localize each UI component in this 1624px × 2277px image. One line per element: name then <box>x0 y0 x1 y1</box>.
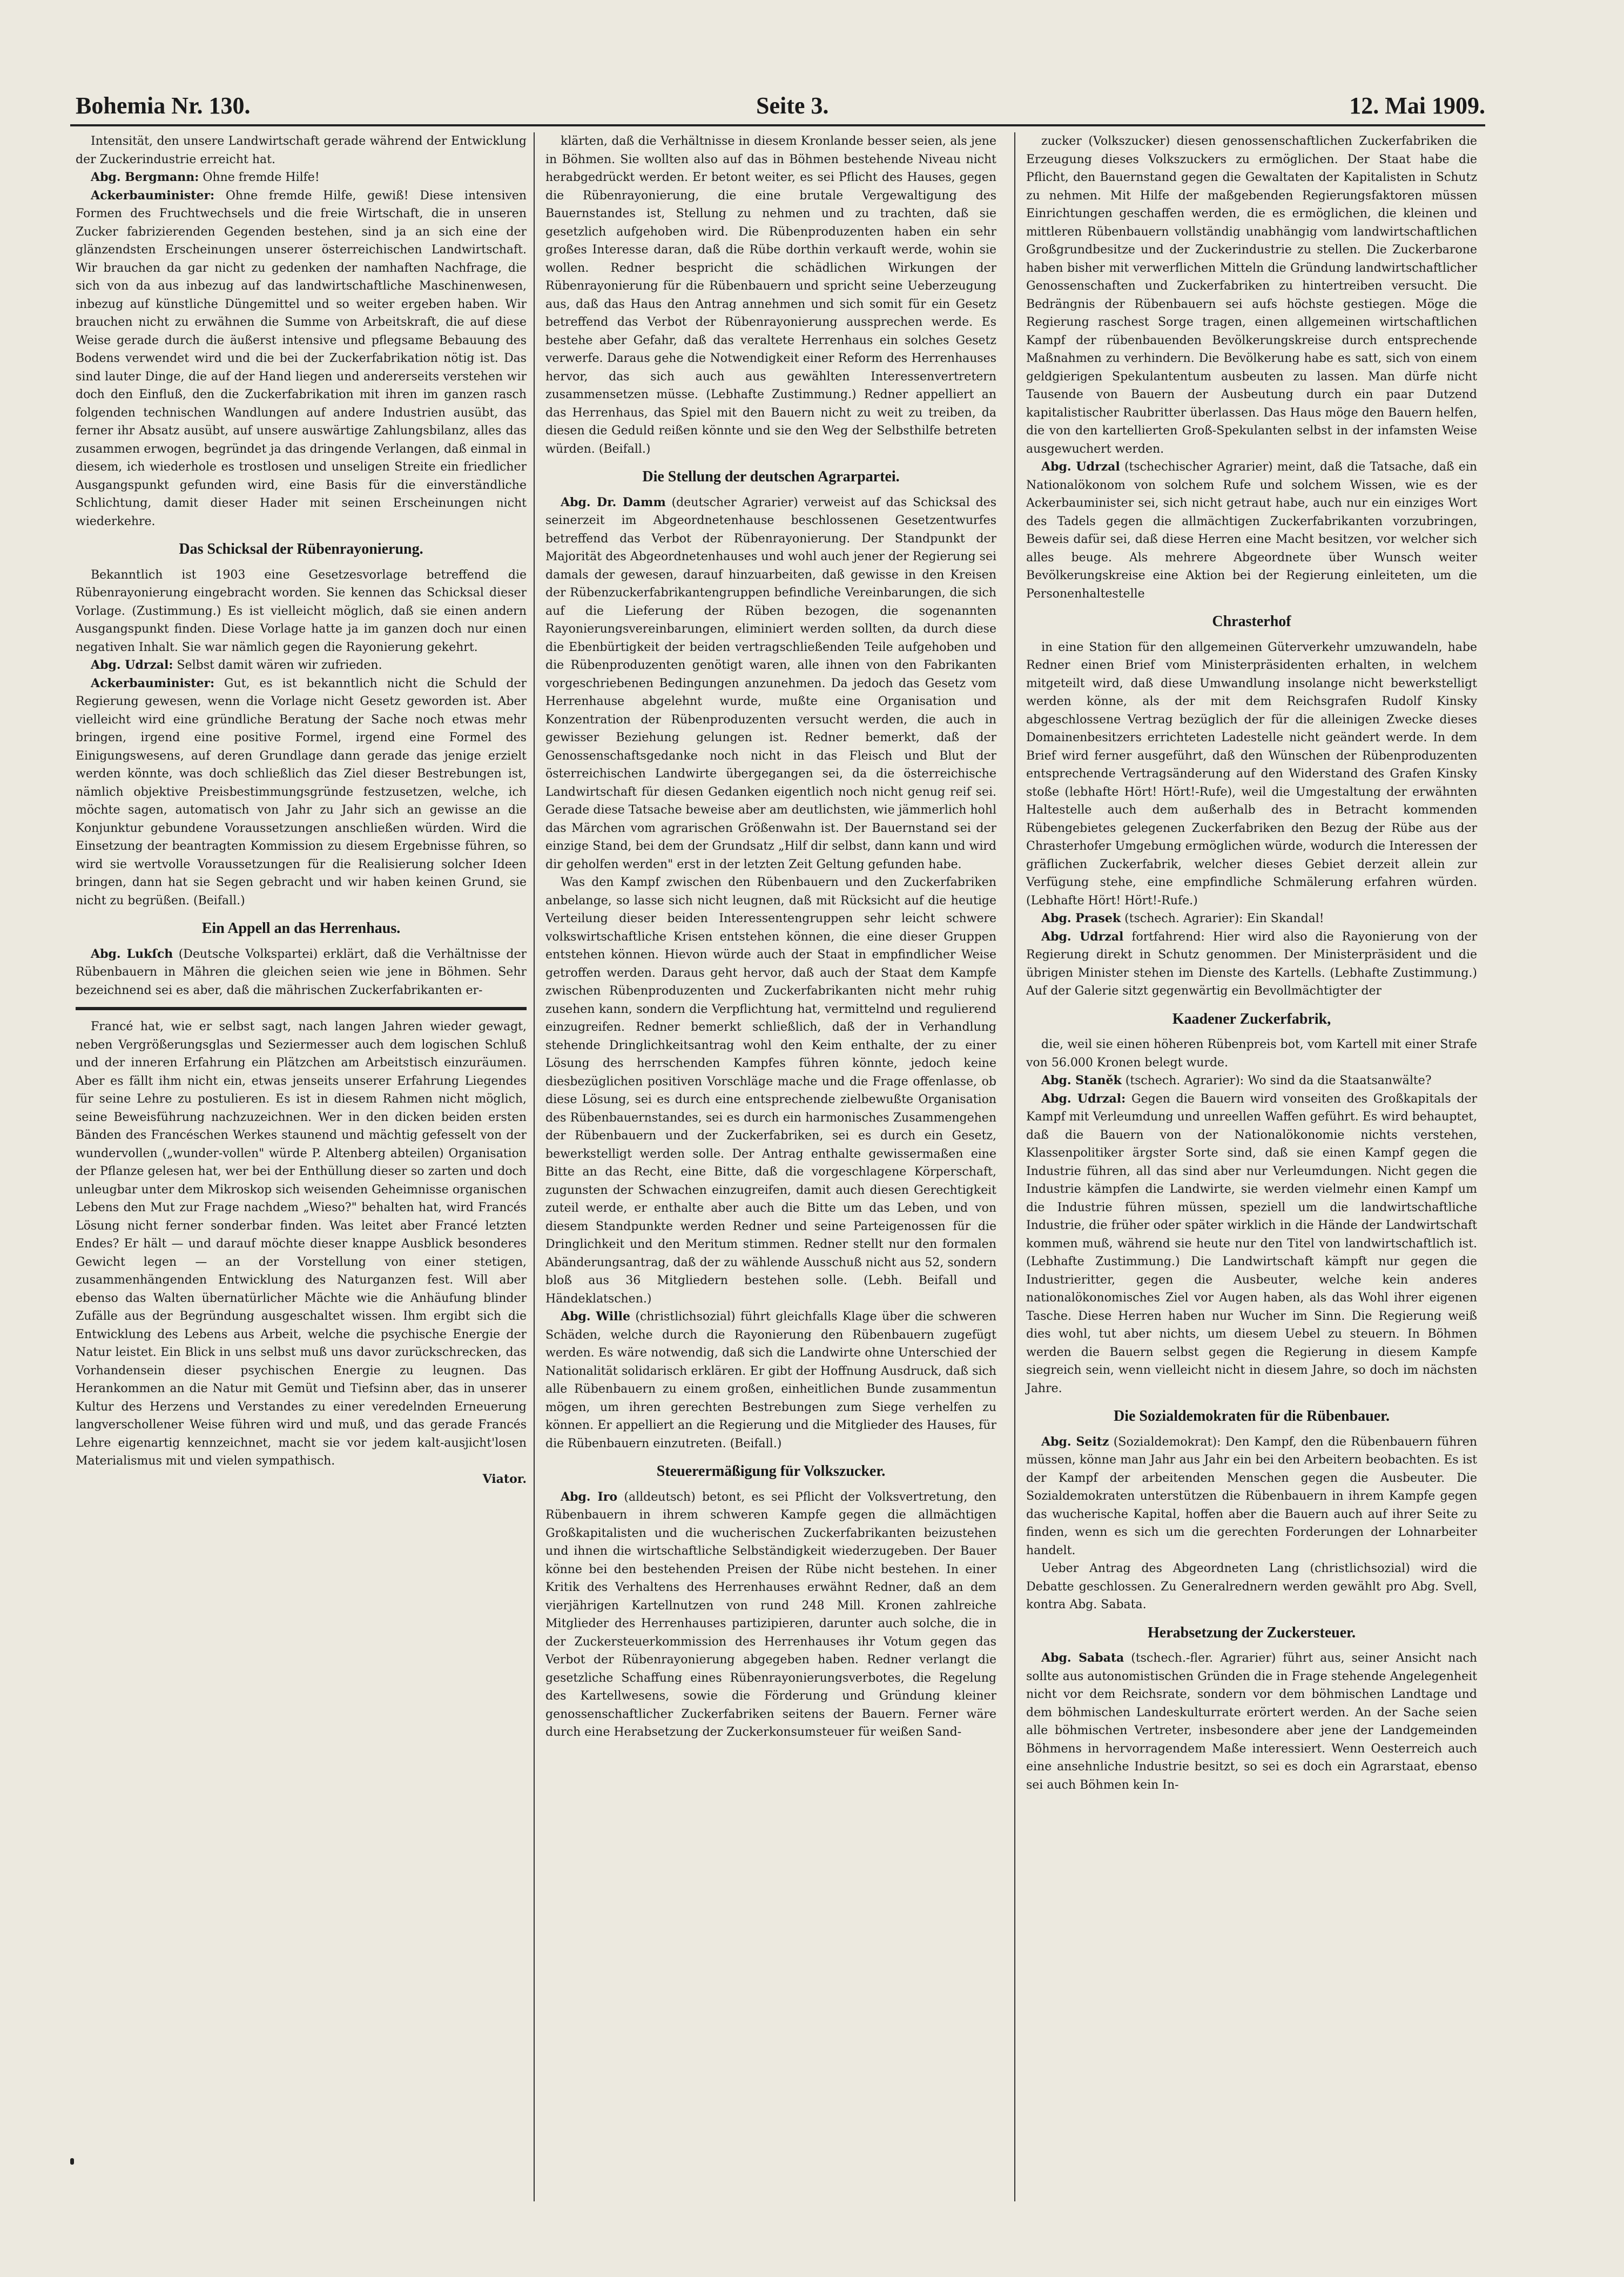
paragraph <box>76 169 527 187</box>
speaker: Abg. Seitz <box>1041 1434 1109 1449</box>
paragraph-text: Gegen die Bauern wird vonseiten des Großkapitals der Kampf mit Verleumdung und unreellen Waffen geführt. Es wird behauptet, daß die Bauern von der Nationalökonomie nichts verstehen, Klassenpolitiker ärgster Sorte sind, daß sie einen Kampf gegen die Industrie führen, all das sind aber nur Verleumdungen. Nicht gegen die Industrie kämpfen die Landwirte, sie werden vielmehr einen Kampf um die Industrie führen müssen, speziell um die landwirtschaftliche Industrie, die früher oder später wirklich in die Hände der Landwirtschaft kommen muß, während sie heute nur den Titel von landwirtschaftlich ist. (Lebhafte Zustimmung.) Die Landwirtschaft kämpft nur gegen die Industrieritter, gegen die Ausbeuter, welche kein anderes nationalökonomisches Ziel vor Augen haben, als das Wohl ihrer eigenen Tasche. Diese Herren haben nur Wucher im Sinn. Die Regierung weiß dies wohl, tut aber nichts, um diesem Uebel zu steuern. In Böhmen werden die Bauern selbst gegen die Regierung in diesem Kampfe siegreich sein, wenn vielleicht nicht in diesem Jahre, so doch im nächsten Jahre. <box>1026 1092 1477 1395</box>
paragraph-text: (tschechischer Agrarier) meint, daß die Tatsache, daß ein Nationalökonom von solchem Rufe und solchem Wissen, wie es der Ackerbauminister sei, sich nicht getraut habe, auch nur ein einziges Wort des Tadels gegen die allmächtigen Zuckerfabrikanten vorzubringen, Beweis dafür sei, daß diese Herren eine Macht besitzen, vor welcher sich alles beuge. Als mehrere Abgeordnete über Wunsch weiter Bevölkerungskreise eine Aktion bei der Regierung einleiteten, um die Personenhaltestelle <box>1026 460 1477 601</box>
paragraph <box>1026 1090 1477 1398</box>
speaker: Abg. Udrzal <box>1041 929 1124 944</box>
column-2 <box>545 132 996 1742</box>
column-1 <box>76 132 527 1488</box>
page-number: Seite 3. <box>756 92 829 119</box>
speaker: Abg. Dr. Damm <box>561 495 666 509</box>
paragraph: Was den Kampf zwischen den Rübenbauern und den Zuckerfabriken anbelange, so lasse sich nicht leugnen, daß mit Rücksicht auf die heutige Verteilung dieser beiden Interessentengruppen sehr leicht schwere volkswirtschaftliche Krisen entstehen können, die eine dieser Gruppen entstehen können. Hievon würde auch der Staat in empfindlicher Weise getroffen werden. Daraus geht hervor, daß auch der Staat dem Kampfe zwischen Rübenproduzenten und Zuckerfabrikanten nicht mehr ruhig zusehen kann, sondern die Verpflichtung hat, vermittelnd und regulierend einzugreifen. Redner bemerkt schließlich, daß der in Verhandlung stehende Dringlichkeitsantrag wohl den Keim enthalte, der zu einer Lösung des herrschenden Kampfes führen könnte, jedoch keine diesbezüglichen positiven Vorschläge mache und die Frage offenlasse, ob diese Lösung, sei es durch eine entsprechende zielbewußte Organisation des Rübenbauernstandes, sei es durch ein harmonisches Zusammengehen der Rübenbauern und der Zuckerfabriken, sei es durch ein Gesetz, bewerkstelligt werden solle. Der Antrag enthalte gewissermaßen eine Bitte an das Recht, eine Bitte, daß die vorgeschlagene Körperschaft, zugunsten der Schwachen einzugreifen, damit auch diesen Gerechtigkeit zuteil werde, er enthalte aber auch die Bitte um das Leben, und von diesem Standpunkte werden Redner und seine Parteigenossen für die Dringlichkeit und den Meritum stimmen. Redner stellt nur den formalen Abänderungsantrag, daß der zu wählende Ausschuß nicht aus 52, sondern bloß aus 36 Mitgliedern bestehen solle. (Lebh. Beifall und Händeklatschen.) <box>545 876 996 1306</box>
paragraph-text: (alldeutsch) betont, es sei Pflicht der Volksvertretung, den Rübenbauern in ihrem schweren Kampfe gegen die allmächtigen Großkapitalisten und die wucherischen Zuckerfabrikanten beizustehen und ihnen die wirtschaftliche Selbständigkeit wiederzugeben. Der Bauer könne bei den bestehenden Preisen der Rübe nicht bestehen. In einer Kritik des Verhaltens des Herrenhauses erwähnt Redner, daß an dem vierjährigen Kartellnutzen von rund 248 Mill. Kronen zahlreiche Mitglieder des Herrenhauses partizipieren, darunter auch solche, die in der Zuckersteuerkommission des Herrenhauses ihr Votum gegen das Verbot der Rübenrayonierung abgegeben haben. Redner verlangt die gesetzliche Schaffung eines Rübenrayonierungsverbotes, die Regelung des Kartellwesens, sowie die Förderung und Gründung kleiner genossenschaftlicher Zuckerfabriken seitens der Bauern. Ferner wäre durch eine Herabsetzung der Zuckerkonsumsteuer für weißen Sand- <box>545 1490 996 1739</box>
paragraph <box>76 187 527 531</box>
paragraph-text: (deutscher Agrarier) verweist auf das Schicksal des seinerzeit im Abgeordnetenhause beschlossenen Gesetzentwurfes betreffend das Verbot der Rübenrayonierung. Der Standpunkt der Majorität des Abgeordnetenhauses und wohl auch jener der Regierung sei damals der gewesen, darauf hinzuarbeiten, daß gewisse in den Kreisen der Rübenzuckerfabrikantengruppen befindliche Vereinbarungen, die sich auf die Lieferung der Rüben bezogen, die sogenannten Rayonierungsvereinbarungen, eliminiert werden sollten, da durch diese die Ebenbürtigkeit der beiden vertragschließenden Teile aufgehoben und die Rübenproduzenten genötigt waren, alle ihnen von den Fabrikanten vorgeschriebenen Bedingungen anzunehmen. Da jedoch das Gesetz vom Herrenhause abgelehnt wurde, mußte eine Organisation und Konzentration der Rübenproduzenten versucht werden, die auch in gewisser Beziehung gelungen ist. Redner bemerkt, daß der Genossenschaftsgedanke noch nicht in das Fleisch und Blut der österreichischen Landwirte übergegangen sei, da die österreichische Landwirtschaft für diesen Gedanken eigentlich noch nicht genug reif sei. Gerade diese Tatsache beweise aber am deutlichsten, wie jämmerlich hohl das Märchen vom agrarischen Größenwahn ist. Der Bauernstand sei der einzige Stand, bei dem der Grundsatz „Hilf dir selbst, dann kann und wird dir geholfen werden" erst in der letzten Zeit Geltung gefunden habe. <box>545 495 996 871</box>
speaker: Abg. Udrzal <box>1041 460 1120 474</box>
speaker: Abg. Lukſch <box>91 946 173 961</box>
paragraph-text: (tschech. Agrarier): Wo sind da die Staatsanwälte? <box>1125 1074 1432 1087</box>
speaker: Abg. Udrzal: <box>91 658 173 672</box>
paragraph: Bekanntlich ist 1903 eine Gesetzesvorlage betreffend die Rübenrayonierung eingebracht worden. Sie kennen das Schicksal dieser Vorlage. (Zustimmung.) Es ist vielleicht möglich, daß sie einen andern Ausgangspunkt finden. Diese Vorlage hatte ja im ganzen doch nur einen negativen Inhalt. Sie war nämlich gegen die Rayonierung gekehrt. <box>76 568 527 654</box>
section-heading: Kaadener Zuckerfabrik, <box>1172 1010 1331 1027</box>
speaker: Abg. Sabata <box>1041 1651 1124 1665</box>
paragraph-text: Ohne fremde Hilfe! <box>203 171 320 184</box>
paragraph: Francé hat, wie er selbst sagt, nach langen Jahren wieder gewagt, neben Vergrößerungsglas und Seziermesser auch dem logischen Schluß und der inneren Erfahrung ein Plätzchen am Arbeitstisch einzuräumen. Aber es fällt ihm nicht ein, etwas jenseits unserer Erfahrung Liegendes für seine Lehre zu postulieren. Es ist in diesem Rahmen nicht möglich, seine Beweisführung nachzuzeichnen. Wer in den dicken beiden ersten Bänden des Francéschen Werkes staunend und mächtig gefesselt von der wundervollen („wunder-vollen" würde P. Altenberg abteilen) Organisation der Pflanze gelesen hat, wer bei der Enthüllung dieser so zarten und doch unleugbar unter dem Mikroskop sich weisenden Geheimnisse organischen Lebens den Mut zur Frage nachdem „Wieso?" behalten hat, wird Francés Lösung nicht ferner sonderbar finden. Was leitet aber Francé letzten Endes? Er hält — und darauf möchte dieser knappe Ausblick besonderes Gewicht legen — an der Vorstellung von einer stetigen, zusammenhängenden Entwicklung des Naturganzen fest. Will aber ebenso das Walten übernatürlicher Mächte wie die Anhäufung blinder Zufälle aus der Begründung ausgeschaltet wissen. Ihm ergibt sich die Entwicklung des Lebens aus Arbeit, welche die psychische Energie der Natur leistet. Ein Blick in uns selbst muß uns davor zurückschrecken, das Vorhandensein dieser psychischen Energie zu leugnen. Das Herankommen an die Natur mit Gemüt und Tiefsinn aber, das in unserer Kultur des Herzens und Verstandes zu einer veredelnden Erneuerung langverschollener Weise führen wird und muß, und das gerade Francés Lehre eigenartig kennzeichnet, macht sie vor jedem kalt-ausjicht'losen Materialismus mit und vielen sympathisch. <box>76 1020 527 1468</box>
paragraph <box>1026 928 1477 1000</box>
speaker: Abg. Iro <box>561 1489 618 1504</box>
paragraph: die, weil sie einen höheren Rübenpreis bot, vom Kartell mit einer Strafe von 56.000 Kronen belegt wurde. <box>1026 1038 1477 1070</box>
paragraph-text: Selbst damit wären wir zufrieden. <box>177 659 382 672</box>
paragraph-text: Gut, es ist bekanntlich nicht die Schuld der Regierung gewesen, wenn die Vorlage nicht Gesetz geworden ist. Aber vielleicht wird eine gründliche Beratung der Sache noch etwas mehr bringen, irgend eine positive Formel, irgend eine Formel des Einigungswesens, auf deren Grundlage dann gerade das jenige erzielt werden könnte, was doch schließlich das Ziel dieser Bestrebungen ist, nämlich objektive Preisbestimmungsgründe festzusetzen, welche, ich möchte sagen, automatisch von Jahr zu Jahr sich an gewisse an die Konjunktur gebundene Voraussetzungen anschließen würden. Wird die Einsetzung der beantragten Kommission zu diesem Ergebnisse führen, so wird sie wertvolle Voraussetzungen für die Realisierung solcher Ideen bringen, dann hat sie Segen gebracht und wir haben keinen Grund, sie nicht zu begrüßen. (Beifall.) <box>76 676 527 908</box>
section-heading: Steuerermäßigung für Volkszucker. <box>656 1463 886 1480</box>
author-signature: Viator. <box>482 1472 527 1486</box>
paragraph <box>1026 458 1477 603</box>
column-3 <box>1026 132 1477 1794</box>
page-header <box>70 81 1485 130</box>
column-rule <box>534 132 535 2201</box>
speaker: Ackerbauminister: <box>91 676 215 690</box>
speaker: Abg. Bergmann: <box>91 170 199 184</box>
paragraph <box>1026 1433 1477 1560</box>
section-heading: Die Sozialdemokraten für die Rübenbauer. <box>1113 1408 1390 1425</box>
paragraph-text: (tschech. Agrarier): Ein Skandal! <box>1124 912 1324 925</box>
section-heading: Die Stellung der deutschen Agrarpartei. <box>642 468 900 485</box>
feuilleton-separator <box>76 1007 527 1010</box>
issue-date: 12. Mai 1909. <box>1349 92 1485 119</box>
section-heading: Herabsetzung der Zuckersteuer. <box>1148 1624 1356 1641</box>
speaker: Abg. Prasek <box>1041 911 1121 925</box>
paragraph <box>1026 1072 1477 1090</box>
paragraph <box>545 494 996 874</box>
paragraph-text: (christlichsozial) führt gleichfalls Klage über die schweren Schäden, welche durch die Rayonierung den Rübenbauern zugefügt werden. Es wäre notwendig, daß sich die Landwirte ohne Unterschied der Nationalität solidarisch erklären. Er gibt der Hoffnung Ausdruck, daß sich alle Rübenbauern zu einem großen, einheitlichen Bunde zusammentun mögen, um ihren gerechten Bestrebungen zum Siege verhelfen zu können. Er appelliert an die Regierung und die Mitglieder des Hauses, für die Rübenbauern einzutreten. (Beifall.) <box>545 1310 997 1450</box>
section-heading: Das Schicksal der Rübenrayonierung. <box>179 541 423 558</box>
paragraph-text: Ohne fremde Hilfe, gewiß! Diese intensiven Formen des Fruchtwechsels und die freie Wirtschaft, die in unseren Zucker fabrizierenden Gegenden bestehen, sind ja an sich eine der glänzendsten Erscheinungen unserer österreichischen Landwirtschaft. Wir brauchen da gar nicht zu gedenken der namhaften Nachfrage, die sich von da aus inbezug auf das landwirtschaftliche Maschinenwesen, inbezug auf künstliche Düngemittel und so weiter ergeben haben. Wir brauchen nicht zu erwähnen die Summe von Arbeitskraft, die auf diese Weise gerade durch die äußerst intensive und pflegsame Bebauung des Bodens verwendet wird und die bei der Zuckerfabrikation nötig ist. Das sind lauter Dinge, die auf der Hand liegen und andererseits verstehen wir doch den Einfluß, den die Zuckerfabrikation mit ihren im ganzen rasch folgenden technischen Wandlungen auf andere Industrien ausübt, das ferner ihr Absatz ausübt, auf unsere auswärtige Zahlungsbilanz, alles das zusammen erwogen, begründet ja das dringende Verlangen, daß einmal in diesem, ich wiederhole es trostlosen und unseligen Streite ein friedlicher Ausgangspunkt gefunden wird, eine Basis für die einverständliche Schlichtung, damit dieser Hader mit seinen Erscheinungen nicht wiederkehre. <box>76 189 527 528</box>
paragraph: in eine Station für den allgemeinen Güterverkehr umzuwandeln, habe Redner einen Brief vom Ministerpräsidenten erhalten, in welchem mitgeteilt wird, daß diese Umwandlung insolange nicht bewerkstelligt werden könne, als der mit dem Reichsgrafen Rudolf Kinsky abgeschlossene Vertrag bezüglich der für die alleinigen Zwecke dieses Domainenbesitzers errichteten Ladestelle nicht geändert werde. In dem Brief wird ferner ausgeführt, daß den Wünschen der Rübenproduzenten entsprechende Vertragsänderung auf den Widerstand des Grafen Kinsky stoße (lebhafte Hört! Hört!-Rufe), weil die Umgestaltung der erwähnten Haltestelle auch dem außerhalb des in Betracht kommenden Rübengebietes gelegenen Zuckerfabriken den Bezug der Rübe aus der Chrasterhofer Umgebung ermöglichen würde, wodurch die Interessen der gräflichen Zuckerfabrik, welcher dieses Gebiet derzeit allein zur Verfügung stehe, eine empfindliche Schmälerung erfahren würden. (Lebhafte Hört! Hört!-Rufe.) <box>1026 640 1477 908</box>
speaker: Abg. Udrzal: <box>1041 1091 1126 1106</box>
paragraph: klärten, daß die Verhältnisse in diesem Kronlande besser seien, als jene in Böhmen. Sie wollten also auf das in Böhmen bestehende Niveau nicht herabgedrückt werden. Er betont weiter, es sei Pflicht des Hauses, gegen die Rübenrayonierung, die eine brutale Vergewaltigung des Bauernstandes ist, Stellung zu nehmen und zu trachten, daß sie gesetzlich aufgehoben wird. Die Rübenproduzenten haben ein sehr großes Interesse daran, daß die Rübe dorthin verkauft werde, wohin sie wollen. Redner bespricht die schädlichen Wirkungen der Rübenrayonierung für die Rübenbauern und spricht seine Ueberzeugung aus, daß das Haus den Antrag annehmen und sich somit für ein Gesetz betreffend das Verbot der Rübenrayonierung aussprechen werde. Es bestehe aber Gefahr, daß das veraltete Herrenhaus ein solches Gesetz verwerfe. Daraus gehe die Notwendigkeit einer Reform des Herrenhauses hervor, das sich auch aus gewählten Interessenvertretern zusammensetzen müsse. (Lebhafte Zustimmung.) Redner appelliert an das Herrenhaus, das Spiel mit den Bauern nicht zu weit zu treiben, da diesen die Geduld reißen könnte und sie den Weg der Selbsthilfe betreten würden. (Beifall.) <box>545 135 996 456</box>
newspaper-page <box>70 65 1485 2215</box>
paragraph <box>76 675 527 910</box>
paragraph: zucker (Volkszucker) diesen genossenschaftlichen Zuckerfabriken die Erzeugung dieses Volkszuckers zu ermöglichen. Der Staat habe die Pflicht, den Bauernstand gegen die Gewaltaten der Kapitalisten in Schutz zu nehmen. Mit Hilfe der maßgebenden Regierungsfaktoren müssen Einrichtungen geschaffen werden, die es ermöglichen, die kleinen und mittleren Rübenbauern vollständig unabhängig vom landwirtschaftlichen Großgrundbesitze und der Zuckerindustrie zu stellen. Die Zuckerbarone haben bisher mit verwerflichen Mitteln die Gründung landwirtschaftlicher Genossenschaften und Zuckerfabriken zu hintertreiben versucht. Die Bedrängnis der Rübenbauern sei aufs höchste gestiegen. Möge die Regierung raschest Sorge tragen, einen allgemeinen wirtschaftlichen Kampf der rübenbauenden Bevölkerungskreise durch entsprechende Maßnahmen zu verhindern. Die Bevölkerung habe es satt, sich von einem geldgierigen Spekulantentum ausbeuten zu lassen. Man dürfe nicht Tausende von Bauern der Ausbeutung durch ein paar Dutzend kapitalistischer Raubritter überlassen. Das Haus möge den Bauern helfen, die von den kartellierten Groß-Spekulanten selbst in der infamsten Weise ausgewuchert werden. <box>1026 135 1477 456</box>
paragraph-text: fortfahrend: Hier wird also die Rayonierung von der Regierung direkt in Schutz genommen. Der Ministerpräsident und die übrigen Minister stehen im Dienste des Kartells. (Lebhafte Zustimmung.) Auf der Galerie sitzt gegenwärtig ein Bevollmächtigter der <box>1026 930 1477 998</box>
paragraph <box>76 656 527 675</box>
margin-mark <box>70 2158 74 2165</box>
speaker: Abg. Staněk <box>1041 1073 1122 1087</box>
paragraph <box>1026 910 1477 928</box>
paragraph <box>545 1488 996 1742</box>
section-heading: Ein Appell an das Herrenhaus. <box>201 920 401 937</box>
speaker: Ackerbauminister: <box>91 188 215 203</box>
speaker: Abg. Wille <box>561 1309 630 1324</box>
column-rule <box>1014 132 1015 2201</box>
paragraph-text: (Deutsche Volkspartei) erklärt, daß die Verhältnisse der Rübenbauern in Mähren die gleichen seien wie jene in Böhmen. Sehr bezeichnend sei es aber, daß die mährischen Zuckerfabrikanten er- <box>76 947 527 997</box>
paragraph <box>76 945 527 1000</box>
paper-issue: Bohemia Nr. 130. <box>76 92 251 119</box>
header-rule <box>70 124 1485 126</box>
paragraph-text: (tschech.-fler. Agrarier) führt aus, seiner Ansicht nach sollte aus autonomistischen Gründen die in Frage stehende Angelegenheit nicht vor dem Reichsrate, sondern vor dem böhmischen Landtage und dem böhmischen Landeskulturrate erörtert werden. An der Sache seien alle böhmischen Vertreter, insbesondere aber jene der Landgemeinden Böhmens in hervorragendem Maße interessiert. Wenn Oesterreich auch eine ansehnliche Industrie besitzt, so sei es doch ein Agrarstaat, ebenso sei auch Böhmen kein In- <box>1026 1651 1477 1792</box>
paragraph <box>1026 1649 1477 1794</box>
paragraph: Ueber Antrag des Abgeordneten Lang (christlichsozial) wird die Debatte geschlossen. Zu Generalrednern werden gewählt pro Abg. Svell, kontra Abg. Sabata. <box>1026 1562 1477 1611</box>
paragraph: Intensität, den unsere Landwirtschaft gerade während der Entwicklung der Zuckerindustrie erreicht hat. <box>76 135 527 166</box>
section-heading: Chrasterhof <box>1212 613 1291 630</box>
paragraph-text: (Sozialdemokrat): Den Kampf, den die Rübenbauern führen müssen, könne man Jahr aus Jahr ein bei den Arbeitern beobachten. Es ist der Kampf der arbeitenden Menschen gegen die Ausbeuter. Die Sozialdemokraten unterstützen die Rübenbauern in ihrem Kampfe gegen das wucherische Kapital, hoffen aber die Bauern auch auf ihrer Seite zu finden, wenn es sich um die gerechten Forderungen der Lohnarbeiter handelt. <box>1026 1435 1477 1557</box>
feuilleton <box>76 1018 527 1488</box>
paragraph <box>545 1308 996 1453</box>
